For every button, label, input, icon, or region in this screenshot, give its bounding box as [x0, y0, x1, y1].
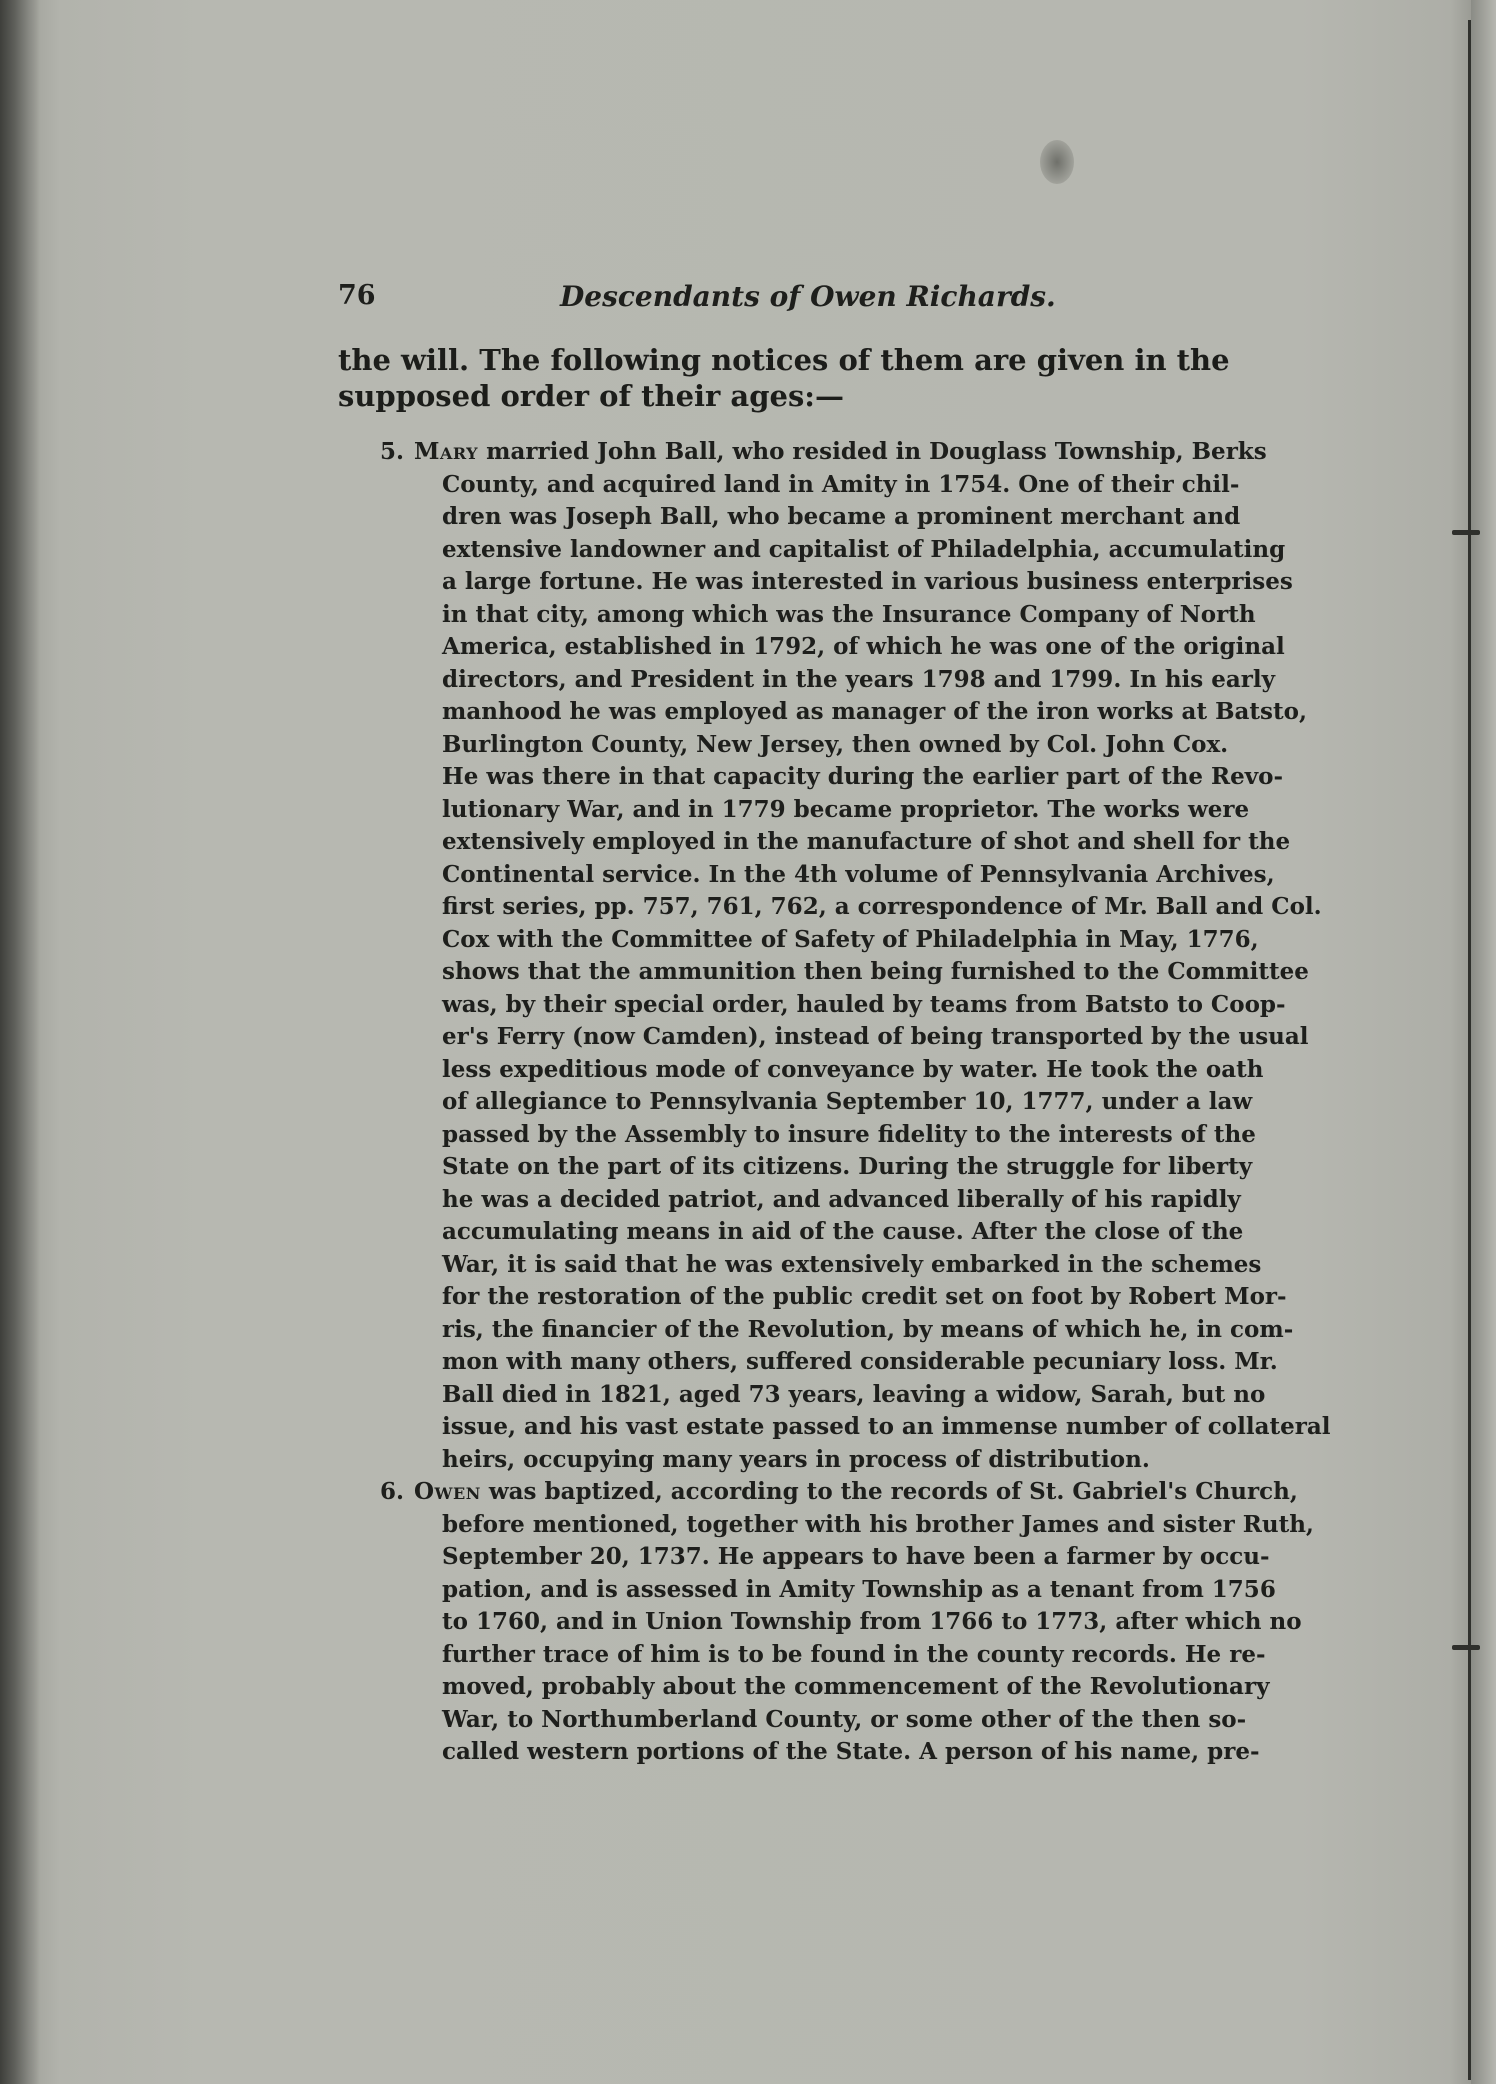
entry-line: to 1760, and in Union Township from 1766 to 1773, after which no [442, 1608, 1302, 1635]
entry-number: 6. [380, 1478, 405, 1505]
entry-line: Ball died in 1821, aged 73 years, leaving a widow, Sarah, but no [442, 1380, 1266, 1408]
entry-line: before mentioned, together with his brother James and sister Ruth, [442, 1510, 1314, 1538]
entry-line: ris, the financier of the Revolution, by means of which he, in com- [442, 1315, 1294, 1343]
entry-line: dren was Joseph Ball, who became a prominent merchant and [442, 503, 1241, 530]
entry-line: further trace of him is to be found in the county records. He re- [442, 1640, 1266, 1668]
entry-line: Burlington County, New Jersey, then owned by Col. John Cox. [442, 730, 1229, 758]
entry-line: lutionary War, and in 1779 became proprietor. The works were [442, 795, 1250, 823]
entry-line: for the restoration of the public credit set on foot by Robert Mor- [442, 1283, 1287, 1310]
running-title: Descendants of Owen Richards. [560, 280, 1056, 313]
entry-owen [338, 1476, 1314, 1769]
entry-line: less expeditious mode of conveyance by water. He took the oath [442, 1055, 1264, 1083]
page-number: 76 [338, 280, 376, 311]
entry-line: State on the part of its citizens. During the struggle for liberty [442, 1153, 1253, 1180]
left-binding-shadow [0, 0, 40, 2084]
intro-paragraph [338, 342, 1230, 414]
entry-line: a large fortune. He was interested in various business enterprises [442, 568, 1293, 595]
entry-first-line [414, 1476, 1298, 1509]
entry-line: War, to Northumberland County, or some other of the then so- [442, 1705, 1247, 1733]
right-page-edge [1468, 20, 1471, 2080]
page-header [338, 280, 1208, 320]
entry-line: Continental service. In the 4th volume of Pennsylvania Archives, [442, 860, 1275, 888]
entry-lines [338, 469, 1331, 1477]
entry-line: manhood he was employed as manager of the iron works at Batsto, [442, 698, 1307, 725]
entry-line: issue, and his vast estate passed to an immense number of collateral [442, 1413, 1331, 1440]
entry-line: shows that the ammunition then being furnished to the Committee [442, 958, 1309, 985]
edge-mark [1452, 530, 1480, 535]
entry-line: Cox with the Committee of Safety of Philadelphia in May, 1776, [442, 925, 1259, 953]
entry-lines [338, 1509, 1314, 1769]
entry-line: was, by their special order, hauled by teams from Batsto to Coop- [442, 990, 1286, 1018]
entry-first-line [414, 436, 1267, 469]
entry-name: Owen [414, 1478, 481, 1505]
entry-mary [338, 436, 1331, 1476]
entry-line: War, it is said that he was extensively embarked in the schemes [442, 1250, 1262, 1278]
entry-line: first series, pp. 757, 761, 762, a correspondence of Mr. Ball and Col. [442, 893, 1322, 920]
entry-line: of allegiance to Pennsylvania September 10, 1777, under a law [442, 1088, 1253, 1115]
intro-line: supposed order of their ages:— [338, 379, 844, 413]
entry-line: passed by the Assembly to insure fidelity to the interests of the [442, 1120, 1256, 1148]
entry-first-line-text: was baptized, according to the records of St. Gabriel's Church, [480, 1478, 1298, 1505]
entry-line: extensively employed in the manufacture of shot and shell for the [442, 828, 1291, 855]
entry-line: directors, and President in the years 1798 and 1799. In his early [442, 665, 1275, 693]
entry-line: heirs, occupying many years in process of distribution. [442, 1445, 1150, 1473]
entry-line: mon with many others, suffered considerable pecuniary loss. Mr. [442, 1348, 1278, 1375]
entry-number: 5. [380, 438, 405, 465]
entry-line: September 20, 1737. He appears to have been a farmer by occu- [442, 1543, 1270, 1570]
entry-line: er's Ferry (now Camden), instead of being transported by the usual [442, 1023, 1309, 1050]
edge-mark [1452, 1645, 1480, 1650]
entry-line: County, and acquired land in Amity in 1754. One of their chil- [442, 470, 1240, 498]
entry-line: extensive landowner and capitalist of Philadelphia, accumulating [442, 535, 1286, 563]
entry-line: called western portions of the State. A person of his name, pre- [442, 1738, 1260, 1765]
entry-first-line-text: married John Ball, who resided in Douglass Township, Berks [478, 438, 1267, 465]
entry-line: accumulating means in aid of the cause. After the close of the [442, 1218, 1244, 1245]
ink-smudge [1040, 140, 1074, 184]
entry-line: pation, and is assessed in Amity Township as a tenant from 1756 [442, 1575, 1276, 1603]
entry-line: America, established in 1792, of which he was one of the original [442, 633, 1285, 660]
entry-name: Mary [414, 438, 479, 465]
entry-line: He was there in that capacity during the earlier part of the Revo- [442, 763, 1284, 790]
intro-line: the will. The following notices of them are given in the [338, 343, 1230, 377]
right-page-edge-shadow [1471, 0, 1496, 2084]
entry-line: moved, probably about the commencement of the Revolutionary [442, 1673, 1270, 1700]
entry-line: he was a decided patriot, and advanced liberally of his rapidly [442, 1185, 1241, 1213]
entry-line: in that city, among which was the Insurance Company of North [442, 600, 1256, 628]
